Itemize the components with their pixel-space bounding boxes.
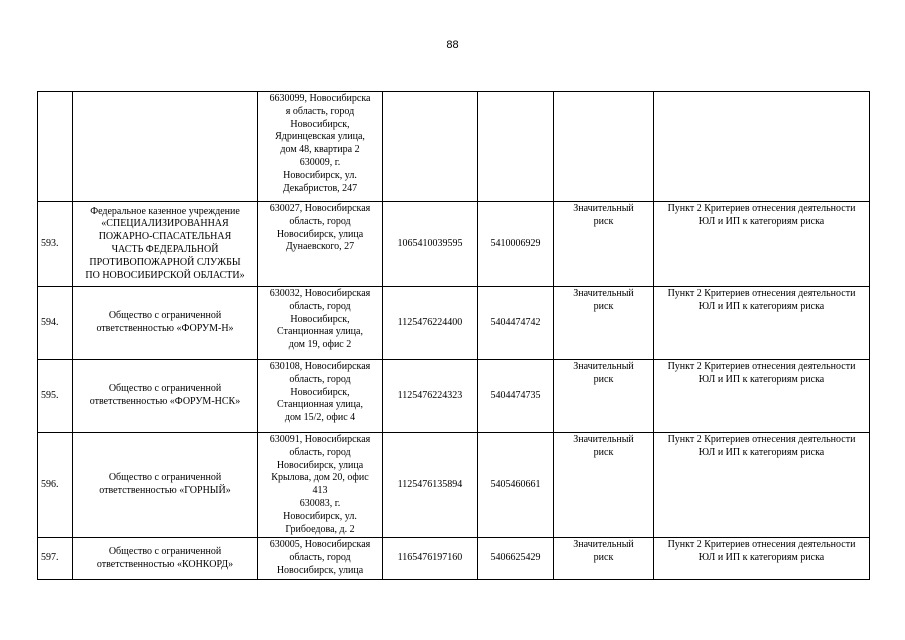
- basis-cell: Пункт 2 Критериев отнесения деятельности ЮЛ и ИП к категориям риска: [654, 287, 870, 360]
- address-cell: 630032, Новосибирская область, город Новосибирск, Станционная улица, дом 19, офис 2: [258, 287, 383, 360]
- basis-cell: Пункт 2 Критериев отнесения деятельности ЮЛ и ИП к категориям риска: [654, 360, 870, 433]
- registry-table: [37, 91, 870, 580]
- risk-category-cell: Значительный риск: [554, 538, 654, 579]
- row-number-cell: 596.: [38, 433, 73, 538]
- address-cell: 6630099, Новосибирска я область, город Новосибирск, Ядринцевская улица, дом 48, квартира 2 630009, г. Новосибирск, ул. Декабристов, 247: [258, 92, 383, 202]
- organization-name-cell: Общество с ограниченной ответственностью «ФОРУМ-Н»: [73, 287, 258, 360]
- row-number-cell: 594.: [38, 287, 73, 360]
- table-row: [38, 202, 870, 287]
- organization-name-cell: Общество с ограниченной ответственностью «ГОРНЫЙ»: [73, 433, 258, 538]
- ogrn-cell: 1125476224400: [383, 287, 478, 360]
- ogrn-cell: 1125476224323: [383, 360, 478, 433]
- risk-category-cell: Значительный риск: [554, 202, 654, 287]
- basis-cell: Пункт 2 Критериев отнесения деятельности ЮЛ и ИП к категориям риска: [654, 538, 870, 579]
- organization-name-cell: [73, 92, 258, 202]
- ogrn-cell: 1125476135894: [383, 433, 478, 538]
- page-number: 88: [446, 39, 459, 51]
- row-number-cell: 595.: [38, 360, 73, 433]
- inn-cell: 5406625429: [478, 538, 554, 579]
- row-number-cell: 597.: [38, 538, 73, 579]
- address-cell: 630091, Новосибирская область, город Новосибирск, улица Крылова, дом 20, офис 413 630083, г. Новосибирск, ул. Грибоедова, д. 2: [258, 433, 383, 538]
- basis-cell: [654, 92, 870, 202]
- ogrn-cell: 1165476197160: [383, 538, 478, 579]
- table-row: [38, 92, 870, 202]
- address-cell: 630108, Новосибирская область, город Новосибирск, Станционная улица, дом 15/2, офис 4: [258, 360, 383, 433]
- inn-cell: 5405460661: [478, 433, 554, 538]
- ogrn-cell: [383, 92, 478, 202]
- organization-name-cell: Общество с ограниченной ответственностью «ФОРУМ-НСК»: [73, 360, 258, 433]
- organization-name-cell: Общество с ограниченной ответственностью «КОНКОРД»: [73, 538, 258, 579]
- risk-category-cell: Значительный риск: [554, 433, 654, 538]
- table-row: [38, 433, 870, 538]
- table-row: [38, 360, 870, 433]
- risk-category-cell: Значительный риск: [554, 287, 654, 360]
- address-cell: 630005, Новосибирская область, город Новосибирск, улица: [258, 538, 383, 579]
- inn-cell: 5404474742: [478, 287, 554, 360]
- risk-category-cell: [554, 92, 654, 202]
- inn-cell: [478, 92, 554, 202]
- table-row: [38, 538, 870, 579]
- table-row: [38, 287, 870, 360]
- inn-cell: 5410006929: [478, 202, 554, 287]
- row-number-cell: [38, 92, 73, 202]
- address-cell: 630027, Новосибирская область, город Новосибирск, улица Дунаевского, 27: [258, 202, 383, 287]
- organization-name-cell: Федеральное казенное учреждение «СПЕЦИАЛИЗИРОВАННАЯ ПОЖАРНО-СПАСАТЕЛЬНАЯ ЧАСТЬ ФЕДЕРАЛЬНОЙ ПРОТИВОПОЖАРНОЙ СЛУЖБЫ ПО НОВОСИБИРСКОЙ ОБЛАСТИ»: [73, 202, 258, 287]
- basis-cell: Пункт 2 Критериев отнесения деятельности ЮЛ и ИП к категориям риска: [654, 433, 870, 538]
- basis-cell: Пункт 2 Критериев отнесения деятельности ЮЛ и ИП к категориям риска: [654, 202, 870, 287]
- ogrn-cell: 1065410039595: [383, 202, 478, 287]
- row-number-cell: 593.: [38, 202, 73, 287]
- risk-category-cell: Значительный риск: [554, 360, 654, 433]
- inn-cell: 5404474735: [478, 360, 554, 433]
